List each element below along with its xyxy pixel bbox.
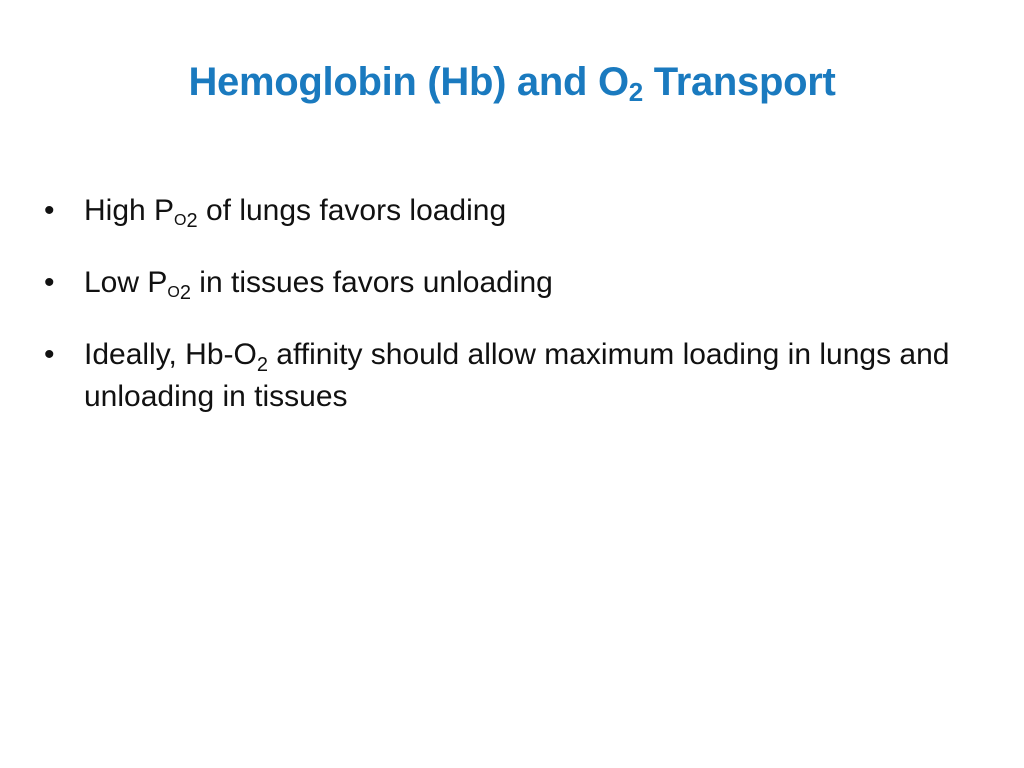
bullet-text-post: affinity should allow maximum loading in lungs and unloading in tissues [84,338,950,413]
bullet-text-post: in tissues favors unloading [190,266,553,299]
bullet-marker: • [44,266,55,299]
bullet-subscript-number: 2 [179,282,191,304]
bullet-subscript-letter: O [167,284,180,301]
bullet-list [44,190,994,418]
bullet-text-pre: Low P [84,266,168,299]
bullet-subscript-number: 2 [256,354,268,376]
bullet-subscript-number: 2 [186,210,198,232]
title-text-pre: Hemoglobin (Hb) and O [188,60,629,104]
title-subscript: 2 [628,77,643,107]
bullet-text-post: of lungs favors loading [197,194,507,227]
title-text-post: Transport [642,60,836,104]
bullet-item-affinity [44,334,994,418]
bullet-marker: • [44,338,55,371]
bullet-item-tissue-unloading [44,262,994,304]
bullet-text-pre: High P [84,194,175,227]
slide-title [0,52,1024,112]
bullet-text-pre: Ideally, Hb-O [84,338,257,371]
bullet-marker: • [44,194,55,227]
bullet-subscript-letter: O [174,212,187,229]
bullet-item-lung-loading [44,190,994,232]
